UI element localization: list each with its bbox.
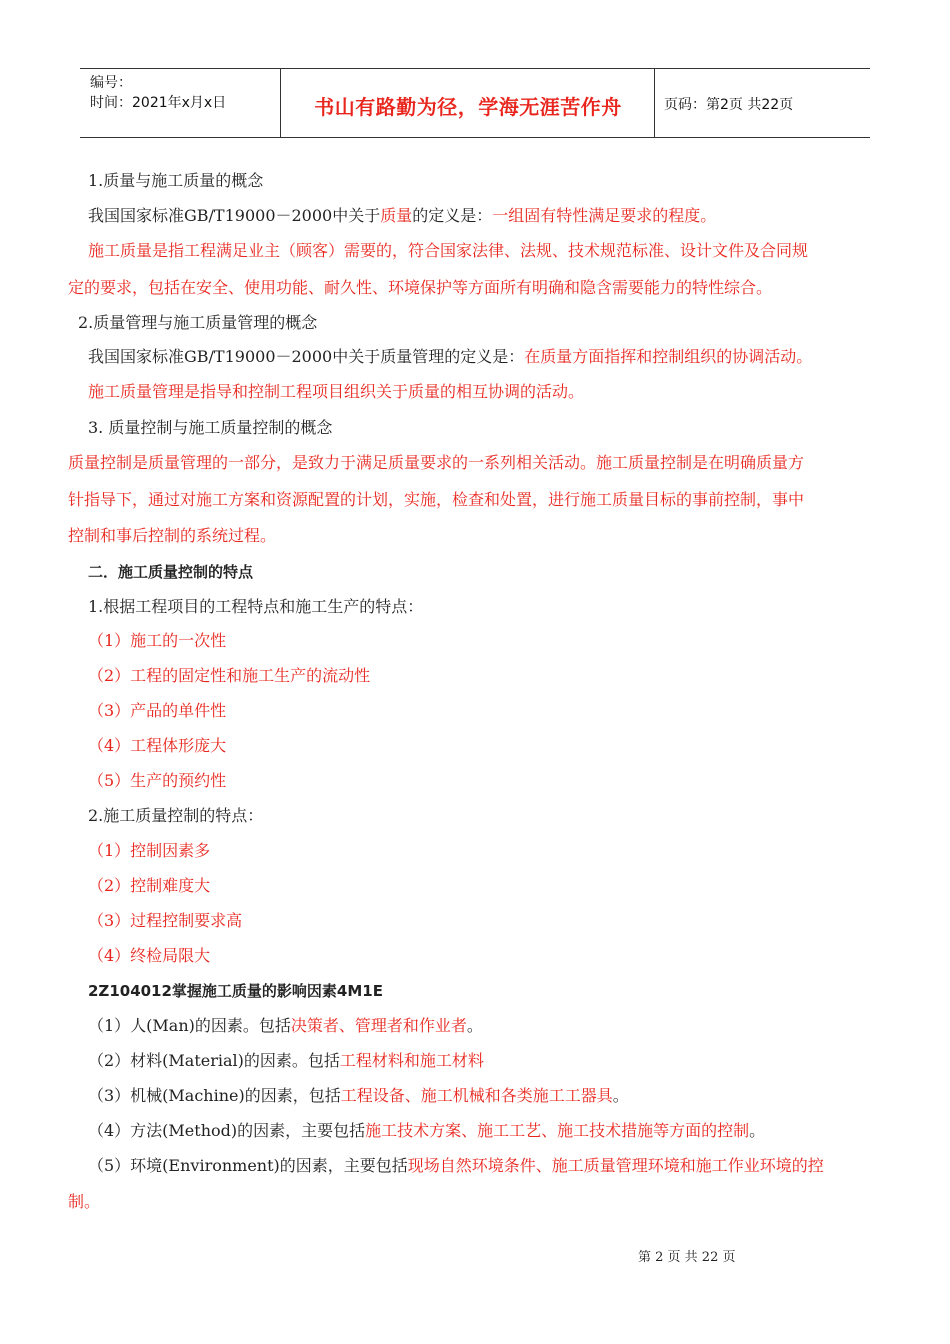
factor-environment-cont: 制。 [68,1192,101,1211]
char-1-title: 1.根据工程项目的工程特点和施工生产的特点： [88,597,424,616]
list-item: （4）工程体形庞大 [88,736,227,755]
text-segment-highlight: 质量 [380,206,413,225]
section-3-para-line: 针指导下，通过对施工方案和资源配置的计划，实施，检查和处置，进行施工质量目标的事前控制，事中 [68,490,805,509]
section-1-title: 1.质量与施工质量的概念 [88,171,264,190]
section-2-para: 施工质量管理是指导和控制工程项目组织关于质量的相互协调的活动。 [88,382,585,401]
list-item: （2）控制难度大 [88,876,211,895]
section-3-para-line: 质量控制是质量管理的一部分，是致力于满足质量要求的一系列相关活动。施工质量控制是在明确质量方 [68,453,805,472]
list-item: （1）施工的一次性 [88,631,227,650]
header-divider [654,69,655,137]
text-segment: （3）机械(Machine)的因素，包括 [88,1086,341,1105]
list-item: （1）控制因素多 [88,841,211,860]
text-segment: 的定义是： [412,206,493,225]
number-label: 编号： [90,75,132,91]
heading-characteristics: 二．施工质量控制的特点 [88,563,254,581]
text-segment: （4）方法(Method)的因素，主要包括 [88,1121,366,1140]
text-segment-highlight: 工程设备、施工机械和各类施工工器具 [340,1086,613,1105]
text-segment-highlight: 一组固有特性满足要求的程度。 [492,206,717,225]
char-2-title: 2.施工质量控制的特点： [88,806,264,825]
section-1-definition [88,205,716,227]
text-segment: （2）材料(Material)的因素。包括 [88,1051,340,1070]
heading-factors: 2Z104012掌握施工质量的影响因素4M1E [88,982,383,1000]
list-item: （4）终检局限大 [88,946,211,965]
section-2-title: 2.质量管理与施工质量管理的概念 [78,313,318,332]
list-item: （2）工程的固定性和施工生产的流动性 [88,666,371,685]
factor-environment [88,1155,824,1177]
header-meta [90,73,226,113]
factor-machine [88,1085,629,1107]
header-divider [280,69,281,137]
list-item: （3）过程控制要求高 [88,911,243,930]
text-segment: 我国国家标准GB/T19000－2000中关于质量管理的定义是： [88,347,525,366]
text-segment: 我国国家标准GB/T19000－2000中关于 [88,206,381,225]
page-footer: 第 2 页 共 22 页 [638,1250,736,1265]
page-header [80,68,870,138]
text-segment: 。 [612,1086,629,1105]
list-item: （5）生产的预约性 [88,771,227,790]
section-3-title: 3. 质量控制与施工质量控制的概念 [88,418,333,437]
text-segment-highlight: 在质量方面指挥和控制组织的协调活动。 [524,347,813,366]
factor-material [88,1050,484,1072]
section-1-para-line: 定的要求，包括在安全、使用功能、耐久性、环境保护等方面所有明确和隐含需要能力的特性综合。 [68,278,773,297]
time-label: 时间：2021年x月x日 [90,95,227,111]
text-segment: 。 [749,1121,766,1140]
text-segment-highlight: 工程材料和施工材料 [339,1051,484,1070]
text-segment-highlight: 决策者、管理者和作业者 [290,1016,467,1035]
header-page-info: 页码：第2页 共22页 [664,97,794,113]
section-1-para-line: 施工质量是指工程满足业主（顾客）需要的，符合国家法律、法规、技术规范标准、设计文件及合同规 [88,241,809,260]
header-motto: 书山有路勤为径，学海无涯苦作舟 [314,95,622,119]
section-2-definition [88,346,812,368]
factor-method [88,1120,765,1142]
text-segment: （1）人(Man)的因素。包括 [88,1016,291,1035]
factor-man [88,1015,483,1037]
text-segment: 。 [466,1016,483,1035]
text-segment: （5）环境(Environment)的因素，主要包括 [88,1156,408,1175]
list-item: （3）产品的单件性 [88,701,227,720]
text-segment-highlight: 施工技术方案、施工工艺、施工技术措施等方面的控制 [365,1121,750,1140]
section-3-para-line: 控制和事后控制的系统过程。 [68,526,277,545]
text-segment-highlight: 现场自然环境条件、施工质量管理环境和施工作业环境的控 [407,1156,824,1175]
